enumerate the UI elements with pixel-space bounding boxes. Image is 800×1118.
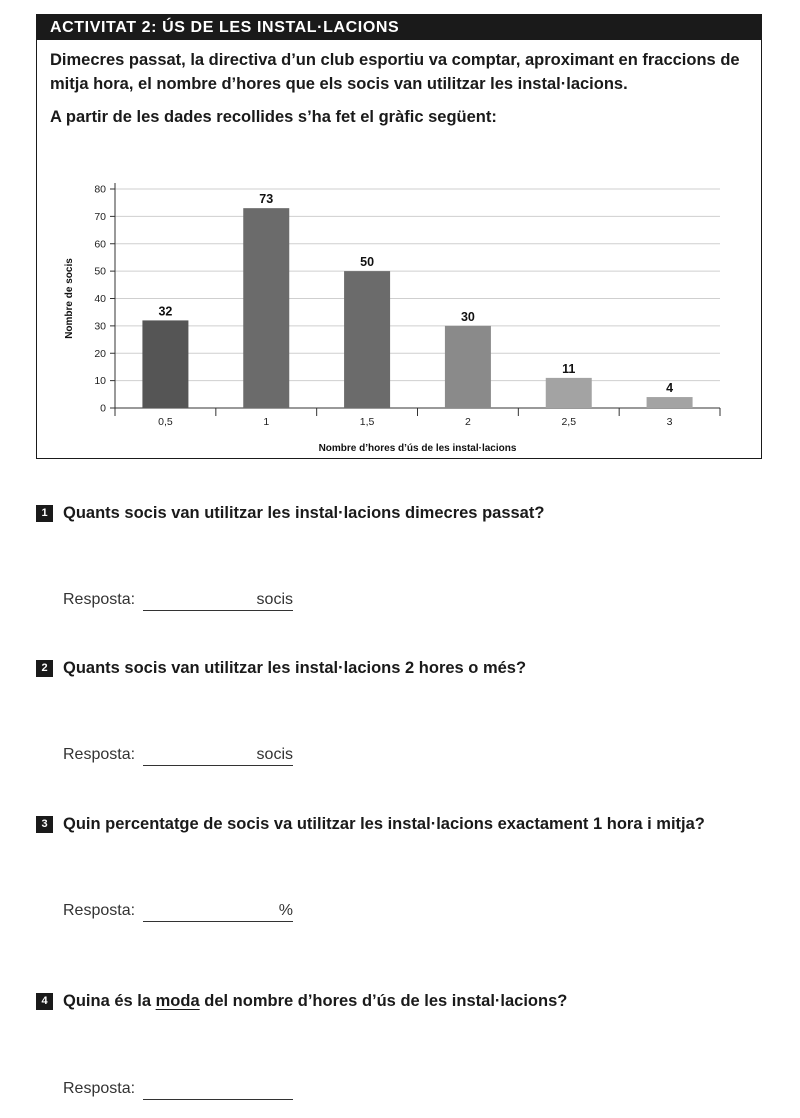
answer-2 (63, 745, 293, 765)
question-text: Quants socis van utilitzar les instal·lacions dimecres passat? (63, 504, 545, 522)
answer-field[interactable] (143, 1079, 293, 1100)
y-tick-label: 0 (100, 402, 106, 415)
x-tick-label: 3 (666, 416, 673, 428)
answer-field[interactable] (143, 901, 293, 922)
data-label: 32 (158, 304, 173, 319)
answer-field[interactable] (143, 745, 293, 766)
answer-3 (63, 901, 293, 921)
activity-box (36, 14, 762, 459)
question-keyword: moda (155, 992, 200, 1010)
y-tick-label: 40 (94, 293, 106, 305)
data-label: 50 (360, 255, 375, 270)
question-4 (36, 990, 567, 1012)
answer-unit: socis (256, 746, 293, 763)
intro-paragraph-chart: A partir de les dades recollides s’ha fet el gràfic següent: (50, 108, 497, 126)
x-axis-label: Nombre d’hores d’ús de les instal·lacions (318, 443, 517, 454)
data-label: 30 (460, 309, 475, 324)
answer-field[interactable] (143, 590, 293, 611)
intro-paragraph: Dimecres passat, la directiva d’un club esportiu va comptar, aproximant en fraccions de mitja hora, el nombre d’hores que els socis van utilitzar les instal·lacions. (50, 51, 740, 93)
y-tick-label: 70 (94, 210, 106, 223)
question-1 (36, 502, 544, 524)
bar (647, 397, 693, 408)
x-tick-label: 1,5 (359, 416, 375, 428)
x-tick-label: 2 (464, 416, 471, 428)
y-tick-label: 50 (94, 265, 106, 278)
question-number: 2 (36, 660, 53, 677)
y-tick-label: 60 (94, 238, 106, 251)
data-label: 73 (259, 192, 274, 207)
question-3 (36, 813, 705, 835)
bar (546, 378, 592, 408)
answer-unit: socis (256, 591, 293, 608)
y-axis-label: Nombre de socis (64, 258, 75, 339)
question-text-before: Quina és la (63, 992, 152, 1010)
answer-unit: % (278, 902, 293, 919)
answer-label: Resposta: (63, 746, 136, 763)
y-tick-label: 10 (94, 375, 106, 388)
activity-title: ACTIVITAT 2: ÚS DE LES INSTAL·LACIONS (37, 15, 761, 40)
question-number: 3 (36, 816, 53, 833)
question-number: 1 (36, 505, 53, 522)
answer-4 (63, 1079, 135, 1099)
question-number: 4 (36, 993, 53, 1010)
answer-label: Resposta: (63, 902, 136, 919)
y-tick-label: 30 (94, 320, 106, 333)
bar-chart (37, 160, 761, 458)
bar (142, 320, 188, 408)
bar (445, 326, 491, 408)
x-tick-label: 2,5 (561, 416, 577, 428)
data-label: 4 (666, 381, 674, 396)
x-tick-label: 0,5 (158, 416, 173, 428)
answer-label: Resposta: (63, 591, 136, 608)
bar (344, 271, 390, 408)
x-tick-label: 1 (263, 416, 270, 428)
y-tick-label: 80 (94, 183, 106, 196)
answer-label: Resposta: (63, 1080, 136, 1097)
data-label: 11 (562, 361, 576, 376)
y-tick-label: 20 (94, 347, 106, 360)
question-text: Quants socis van utilitzar les instal·lacions 2 hores o més? (63, 659, 527, 677)
question-text: Quin percentatge de socis va utilitzar les instal·lacions exactament 1 hora i mitja? (63, 815, 705, 833)
answer-1 (63, 590, 293, 610)
bar (243, 208, 289, 408)
question-2 (36, 657, 526, 679)
question-text-after: del nombre d’hores d’ús de les instal·lacions? (204, 992, 568, 1010)
